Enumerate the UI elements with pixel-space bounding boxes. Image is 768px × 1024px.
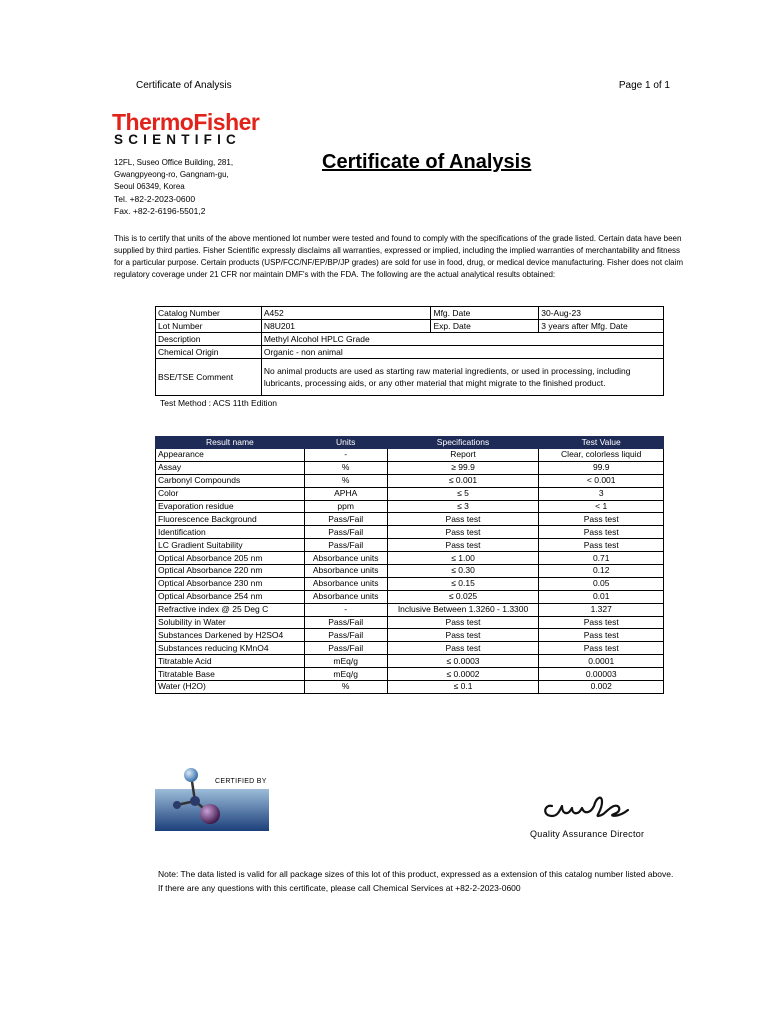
lot-value: N8U201 [261,320,431,333]
col-header-specifications: Specifications [387,437,539,449]
mfg-label: Mfg. Date [431,307,539,320]
address-line: 12FL, Suseo Office Building, 281, [114,158,234,167]
table-row [156,565,664,578]
units-cell: % [304,461,387,474]
origin-value: Organic - non animal [261,346,663,359]
result-name-cell: Solubility in Water [156,616,305,629]
table-row [156,616,664,629]
table-row [156,526,664,539]
page-number: Page 1 of 1 [618,80,670,91]
table-row [156,487,664,500]
units-cell: APHA [304,487,387,500]
test-value-cell: < 0.001 [539,474,664,487]
specification-cell: ≤ 5 [387,487,539,500]
table-row [156,513,664,526]
col-header-test-value: Test Value [539,437,664,449]
result-name-cell: Substances reducing KMnO4 [156,642,305,655]
table-row [156,577,664,590]
specification-cell: Pass test [387,642,539,655]
units-cell: mEq/g [304,668,387,681]
footer-note: Note: The data listed is valid for all package sizes of this lot of this product, expressed as a extension of this catalog number listed above. If there are any questions with this certificate, please call Chemical Services at +82-2-2023-0600 [158,869,674,893]
product-info-table [155,306,664,396]
signature [538,792,648,828]
result-name-cell: Refractive index @ 25 Deg C [156,603,305,616]
results-header-row [156,437,664,449]
test-value-cell: < 1 [539,500,664,513]
company-fax: Fax. +82-2-6196-5501,2 [114,206,206,216]
specification-cell: ≤ 0.0003 [387,655,539,668]
table-row [156,642,664,655]
specification-cell: ≤ 0.001 [387,474,539,487]
results-table [155,436,664,694]
info-row [156,359,664,396]
units-cell: Absorbance units [304,590,387,603]
specification-cell: ≤ 0.025 [387,590,539,603]
table-row [156,681,664,694]
test-value-cell: 0.0001 [539,655,664,668]
units-cell: - [304,449,387,462]
test-value-cell: Pass test [539,616,664,629]
info-row [156,320,664,333]
result-name-cell: LC Gradient Suitability [156,539,305,552]
specification-cell: ≤ 3 [387,500,539,513]
test-value-cell: 0.12 [539,565,664,578]
specification-cell: ≤ 0.0002 [387,668,539,681]
test-value-cell: 0.01 [539,590,664,603]
test-value-cell: 0.002 [539,681,664,694]
test-value-cell: Pass test [539,513,664,526]
bse-label: BSE/TSE Comment [156,359,262,396]
mfg-value: 30-Aug-23 [539,307,664,320]
result-name-cell: Carbonyl Compounds [156,474,305,487]
test-method: Test Method : ACS 11th Edition [160,398,278,408]
units-cell: Pass/Fail [304,526,387,539]
test-value-cell: Pass test [539,539,664,552]
company-logo-wordmark: ThermoFisher [112,109,260,135]
table-row [156,539,664,552]
result-name-cell: Substances Darkened by H2SO4 [156,629,305,642]
document-title: Certificate of Analysis [322,151,532,173]
test-value-cell: Pass test [539,642,664,655]
company-address [114,157,233,217]
bse-value: No animal products are used as starting raw material ingredients, or used in processing, including lubricants, processing aids, or any other material that might migrate to the finished product. [261,359,663,396]
test-value-cell: Clear, colorless liquid [539,449,664,462]
units-cell: Pass/Fail [304,539,387,552]
table-row [156,603,664,616]
lot-label: Lot Number [156,320,262,333]
certified-by-label: CERTIFIED BY [215,778,267,785]
test-value-cell: Pass test [539,629,664,642]
specification-cell: Pass test [387,629,539,642]
signatory-title: Quality Assurance Director [530,829,645,839]
table-row [156,552,664,565]
specification-cell: Inclusive Between 1.3260 - 1.3300 [387,603,539,616]
result-name-cell: Fluorescence Background [156,513,305,526]
origin-label: Chemical Origin [156,346,262,359]
description-value: Methyl Alcohol HPLC Grade [261,333,663,346]
result-name-cell: Titratable Base [156,668,305,681]
info-row [156,333,664,346]
specification-cell: Report [387,449,539,462]
units-cell: Pass/Fail [304,616,387,629]
units-cell: % [304,681,387,694]
specification-cell: ≥ 99.9 [387,461,539,474]
specification-cell: ≤ 0.30 [387,565,539,578]
table-row [156,655,664,668]
units-cell: Pass/Fail [304,642,387,655]
description-label: Description [156,333,262,346]
result-name-cell: Color [156,487,305,500]
table-row [156,668,664,681]
company-logo-subline: SCIENTIFIC [114,132,242,147]
specification-cell: ≤ 0.1 [387,681,539,694]
address-line: Seoul 06349, Korea [114,182,185,191]
specification-cell: Pass test [387,513,539,526]
exp-value: 3 years after Mfg. Date [539,320,664,333]
result-name-cell: Identification [156,526,305,539]
units-cell: % [304,474,387,487]
info-row [156,307,664,320]
catalog-label: Catalog Number [156,307,262,320]
units-cell: Absorbance units [304,565,387,578]
units-cell: Absorbance units [304,577,387,590]
col-header-units: Units [304,437,387,449]
test-value-cell: 0.00003 [539,668,664,681]
units-cell: Absorbance units [304,552,387,565]
test-value-cell: 99.9 [539,461,664,474]
test-value-cell: 0.05 [539,577,664,590]
catalog-value: A452 [261,307,431,320]
specification-cell: ≤ 0.15 [387,577,539,590]
col-header-result-name: Result name [156,437,305,449]
result-name-cell: Titratable Acid [156,655,305,668]
result-name-cell: Optical Absorbance 220 nm [156,565,305,578]
result-name-cell: Assay [156,461,305,474]
certification-logo [155,765,269,831]
table-row [156,461,664,474]
intro-paragraph: This is to certify that units of the above mentioned lot number were tested and found to comply with the specifications of the grade listed. Certain data have been supplied by third parties. Fisher Scientific expressly disclaims all warranties, expressed or implied, including the implied warranties of merchantability and fitness for a particular purpose. Certain products (USP/FCC/NF/EP/BP/JP grades) are sold for use in food, drug, or medical device manufacturing. Fisher does not claim regulatory coverage under 21 CFR nor maintain DMF's with the FDA. The following are the actual analytical results obtained: [114,234,683,279]
units-cell: Pass/Fail [304,513,387,526]
table-row [156,449,664,462]
specification-cell: ≤ 1.00 [387,552,539,565]
specification-cell: Pass test [387,526,539,539]
test-value-cell: 1.327 [539,603,664,616]
result-name-cell: Optical Absorbance 230 nm [156,577,305,590]
specification-cell: Pass test [387,539,539,552]
info-row [156,346,664,359]
table-row [156,629,664,642]
units-cell: ppm [304,500,387,513]
company-tel: Tel. +82-2-2023-0600 [114,194,196,204]
result-name-cell: Optical Absorbance 205 nm [156,552,305,565]
specification-cell: Pass test [387,616,539,629]
test-value-cell: 0.71 [539,552,664,565]
test-value-cell: Pass test [539,526,664,539]
header-doc-label: Certificate of Analysis [136,80,232,91]
result-name-cell: Appearance [156,449,305,462]
result-name-cell: Water (H2O) [156,681,305,694]
result-name-cell: Optical Absorbance 254 nm [156,590,305,603]
units-cell: mEq/g [304,655,387,668]
table-row [156,500,664,513]
table-row [156,590,664,603]
table-row [156,474,664,487]
units-cell: Pass/Fail [304,629,387,642]
test-value-cell: 3 [539,487,664,500]
result-name-cell: Evaporation residue [156,500,305,513]
address-line: Gwangpyeong-ro, Gangnam-gu, [114,170,229,179]
units-cell: - [304,603,387,616]
exp-label: Exp. Date [431,320,539,333]
